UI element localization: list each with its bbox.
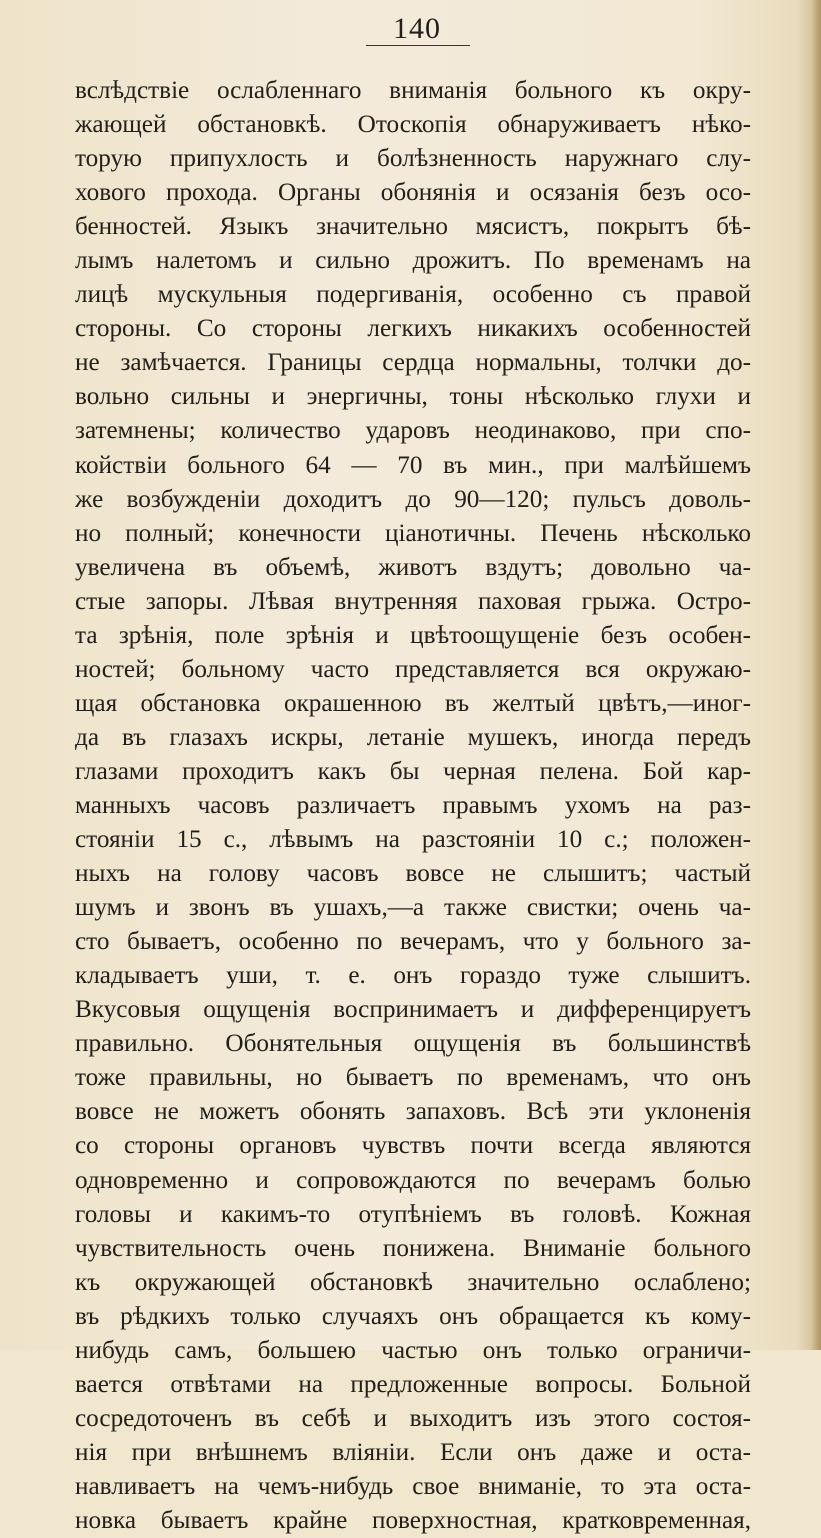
text-line: но полный; конечности ціанотичны. Печень нѣсколько — [75, 519, 751, 547]
text-line: чувствительность очень понижена. Вниманіе больного — [75, 1234, 751, 1262]
text-line: навливаетъ на чемъ-нибудь свое вниманіе, то эта оста- — [75, 1472, 751, 1500]
text-line: койствіи больного 64 — 70 въ мин., при малѣйшемъ — [75, 451, 751, 479]
page-number: 140 — [393, 12, 441, 45]
text-line: да въ глазахъ искры, летаніе мушекъ, иногда передъ — [75, 723, 751, 751]
text-line: лымъ налетомъ и сильно дрожитъ. По временамъ на — [75, 247, 751, 275]
text-line: та зрѣнія, поле зрѣнія и цвѣтоощущеніе безъ особен- — [75, 621, 751, 649]
text-line: сосредоточенъ въ себѣ и выходитъ изъ этого состоя- — [75, 1404, 751, 1432]
text-line: глазами проходитъ какъ бы черная пелена. Бой кар- — [75, 757, 751, 785]
text-line: же возбужденіи доходитъ до 90—120; пульсъ доволь- — [75, 485, 751, 513]
text-line: новка бываетъ крайне поверхностная, кратковременная, — [75, 1506, 751, 1534]
text-line: Вкусовыя ощущенія воспринимаетъ и дифференцируетъ — [75, 996, 751, 1024]
text-line: нія при внѣшнемъ вліяніи. Если онъ даже и оста- — [75, 1438, 751, 1466]
text-line: не замѣчается. Границы сердца нормальны, толчки до- — [75, 349, 751, 377]
text-line: стые запоры. Лѣвая внутренняя паховая грыжа. Остро- — [75, 587, 751, 615]
text-line: ностей; больному часто представляется вся окружаю- — [75, 655, 751, 683]
text-line: затемнены; количество ударовъ неодинаково, при спо- — [75, 417, 751, 445]
text-line: увеличена въ объемѣ, животъ вздутъ; довольно ча- — [75, 553, 751, 581]
text-line: стороны. Со стороны легкихъ никакихъ особенностей — [75, 315, 751, 343]
page-edge-shadow — [811, 0, 821, 1350]
text-line: щая обстановка окрашенною въ желтый цвѣтъ,—иног- — [75, 689, 751, 717]
header-rule — [366, 45, 470, 46]
text-line: одновременно и сопровождаются по вечерамъ болью — [75, 1166, 751, 1194]
text-line: сто бываетъ, особенно по вечерамъ, что у больного за- — [75, 928, 751, 956]
body-text — [75, 74, 751, 1538]
text-line: головы и какимъ-то отупѣніемъ въ головѣ. Кожная — [75, 1200, 751, 1228]
text-line: бенностей. Языкъ значительно мясистъ, покрытъ бѣ- — [75, 213, 751, 241]
text-line: нибудь самъ, большею частью онъ только ограничи- — [75, 1336, 751, 1364]
text-line: тоже правильны, но бываетъ по временамъ, что онъ — [75, 1064, 751, 1092]
text-line: вается отвѣтами на предложенные вопросы. Больной — [75, 1370, 751, 1398]
text-line: къ окружающей обстановкѣ значительно ослаблено; — [75, 1268, 751, 1296]
text-line: кладываетъ уши, т. е. онъ гораздо туже слышитъ. — [75, 962, 751, 990]
text-line: стояніи 15 с., лѣвымъ на разстояніи 10 с.; положен- — [75, 826, 751, 854]
text-line: манныхъ часовъ различаетъ правымъ ухомъ на раз- — [75, 791, 751, 819]
text-line: хового прохода. Органы обонянія и осязанія безъ осо- — [75, 179, 751, 207]
text-line: въ рѣдкихъ только случаяхъ онъ обращается къ кому- — [75, 1302, 751, 1330]
text-line: жающей обстановкѣ. Отоскопія обнаруживаетъ нѣко- — [75, 111, 751, 139]
text-line: шумъ и звонъ въ ушахъ,—а также свистки; очень ча- — [75, 894, 751, 922]
text-line: торую припухлость и болѣзненность наружнаго слу- — [75, 145, 751, 173]
text-line: ныхъ на голову часовъ вовсе не слышитъ; частый — [75, 860, 751, 888]
text-line: вольно сильны и энергичны, тоны нѣсколько глухи и — [75, 383, 751, 411]
text-line: лицѣ мускульныя подергиванія, особенно съ правой — [75, 281, 751, 309]
text-line: вовсе не можетъ обонять запаховъ. Всѣ эти уклоненія — [75, 1098, 751, 1126]
text-line: со стороны органовъ чувствъ почти всегда являются — [75, 1132, 751, 1160]
text-line: вслѣдствіе ослабленнаго вниманія больного къ окру- — [75, 77, 751, 104]
text-line: правильно. Обонятельныя ощущенія въ большинствѣ — [75, 1030, 751, 1058]
